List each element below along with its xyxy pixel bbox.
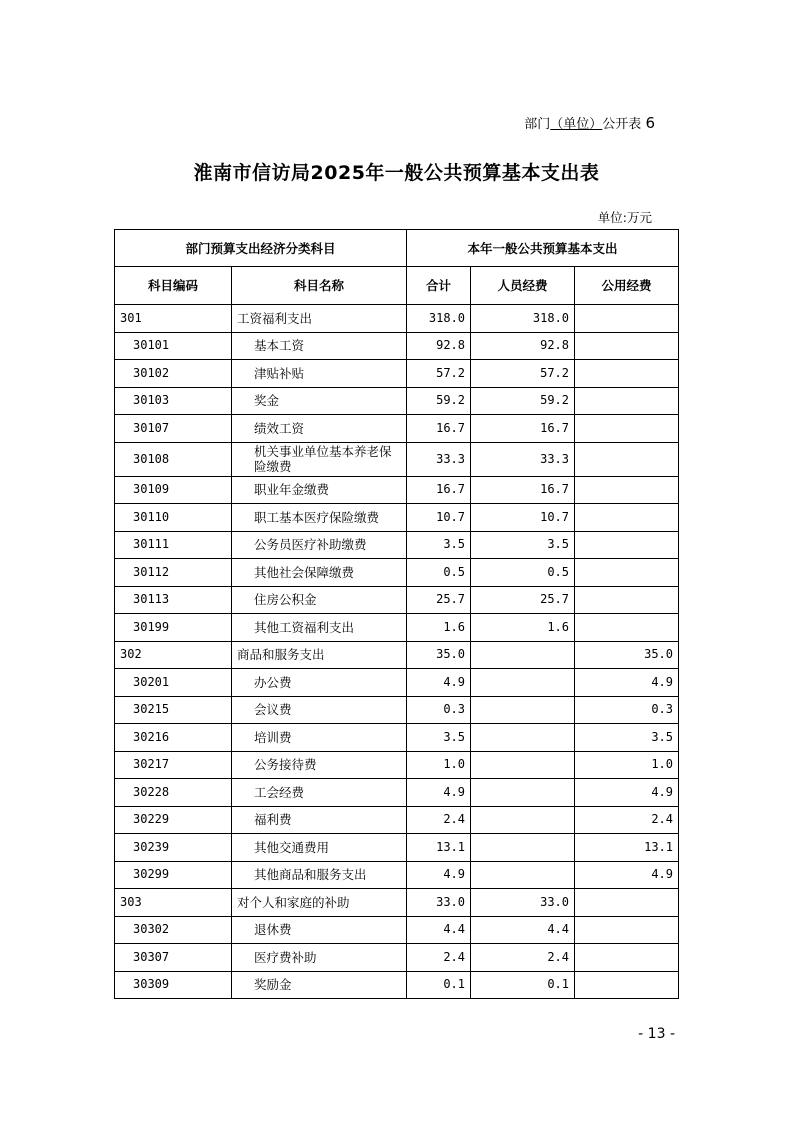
- table-row: [115, 504, 679, 532]
- cell-name: 机关事业单位基本养老保险缴费: [232, 442, 407, 476]
- cell-public: [575, 305, 679, 333]
- cell-total: 4.4: [407, 916, 471, 944]
- cell-total: 1.0: [407, 751, 471, 779]
- column-header-code: 科目编码: [115, 267, 232, 305]
- cell-name: 会议费: [232, 696, 407, 724]
- cell-public: 1.0: [575, 751, 679, 779]
- table-label: [524, 113, 655, 132]
- cell-public: 13.1: [575, 834, 679, 862]
- cell-code: 30101: [115, 332, 232, 360]
- cell-name: 公务接待费: [232, 751, 407, 779]
- cell-code: 30109: [115, 476, 232, 504]
- cell-code: 30201: [115, 669, 232, 697]
- table-row: [115, 916, 679, 944]
- cell-personnel: [471, 641, 575, 669]
- cell-name: 奖励金: [232, 971, 407, 999]
- cell-total: 33.0: [407, 889, 471, 917]
- cell-code: 30299: [115, 861, 232, 889]
- table-row: [115, 669, 679, 697]
- cell-public: [575, 476, 679, 504]
- cell-name: 绩效工资: [232, 415, 407, 443]
- table-row: [115, 614, 679, 642]
- cell-name: 奖金: [232, 387, 407, 415]
- cell-personnel: 1.6: [471, 614, 575, 642]
- table-row: [115, 724, 679, 752]
- cell-name: 职业年金缴费: [232, 476, 407, 504]
- table-row: [115, 861, 679, 889]
- cell-personnel: 57.2: [471, 360, 575, 388]
- cell-personnel: 318.0: [471, 305, 575, 333]
- cell-total: 16.7: [407, 415, 471, 443]
- cell-code: 30215: [115, 696, 232, 724]
- table-row: [115, 806, 679, 834]
- cell-personnel: 16.7: [471, 415, 575, 443]
- cell-personnel: 10.7: [471, 504, 575, 532]
- table-row: [115, 889, 679, 917]
- column-header-total: 合计: [407, 267, 471, 305]
- cell-personnel: [471, 806, 575, 834]
- cell-name: 职工基本医疗保险缴费: [232, 504, 407, 532]
- table-label-suffix: 公开表: [602, 117, 642, 132]
- cell-name: 公务员医疗补助缴费: [232, 531, 407, 559]
- cell-code: 30302: [115, 916, 232, 944]
- cell-public: [575, 504, 679, 532]
- cell-code: 30111: [115, 531, 232, 559]
- table-row: [115, 442, 679, 476]
- table-row: [115, 476, 679, 504]
- cell-total: 0.3: [407, 696, 471, 724]
- cell-personnel: 33.0: [471, 889, 575, 917]
- cell-code: 30102: [115, 360, 232, 388]
- cell-total: 16.7: [407, 476, 471, 504]
- cell-total: 3.5: [407, 531, 471, 559]
- cell-public: 0.3: [575, 696, 679, 724]
- cell-personnel: 3.5: [471, 531, 575, 559]
- cell-total: 4.9: [407, 779, 471, 807]
- cell-name: 培训费: [232, 724, 407, 752]
- cell-personnel: 2.4: [471, 944, 575, 972]
- cell-total: 0.5: [407, 559, 471, 587]
- cell-public: [575, 415, 679, 443]
- cell-name: 津贴补贴: [232, 360, 407, 388]
- cell-total: 35.0: [407, 641, 471, 669]
- cell-personnel: [471, 861, 575, 889]
- table-body: [115, 305, 679, 999]
- cell-public: [575, 559, 679, 587]
- cell-personnel: [471, 696, 575, 724]
- cell-total: 10.7: [407, 504, 471, 532]
- unit-label: 单位:万元: [597, 210, 652, 225]
- cell-public: 4.9: [575, 861, 679, 889]
- cell-total: 4.9: [407, 861, 471, 889]
- cell-code: 30307: [115, 944, 232, 972]
- cell-code: 30112: [115, 559, 232, 587]
- table-row: [115, 586, 679, 614]
- cell-code: 30217: [115, 751, 232, 779]
- table-row: [115, 971, 679, 999]
- cell-code: 30216: [115, 724, 232, 752]
- table-label-prefix: 部门: [524, 117, 551, 132]
- cell-code: 30228: [115, 779, 232, 807]
- cell-code: 30108: [115, 442, 232, 476]
- table-row: [115, 305, 679, 333]
- cell-public: [575, 442, 679, 476]
- cell-public: [575, 916, 679, 944]
- cell-code: 30103: [115, 387, 232, 415]
- cell-name: 其他交通费用: [232, 834, 407, 862]
- cell-personnel: [471, 669, 575, 697]
- cell-total: 13.1: [407, 834, 471, 862]
- cell-code: 30107: [115, 415, 232, 443]
- table-row: [115, 944, 679, 972]
- cell-total: 1.6: [407, 614, 471, 642]
- table-column-header-row: [115, 267, 679, 305]
- cell-code: 30110: [115, 504, 232, 532]
- column-header-public: 公用经费: [575, 267, 679, 305]
- cell-name: 退休费: [232, 916, 407, 944]
- cell-public: [575, 531, 679, 559]
- cell-total: 0.1: [407, 971, 471, 999]
- column-header-personnel: 人员经费: [471, 267, 575, 305]
- cell-name: 医疗费补助: [232, 944, 407, 972]
- cell-public: [575, 332, 679, 360]
- column-header-name: 科目名称: [232, 267, 407, 305]
- table-row: [115, 779, 679, 807]
- cell-public: 35.0: [575, 641, 679, 669]
- group-header-basic-expenditure: 本年一般公共预算基本支出: [407, 230, 679, 267]
- cell-public: 4.9: [575, 669, 679, 697]
- cell-total: 318.0: [407, 305, 471, 333]
- cell-public: [575, 387, 679, 415]
- cell-personnel: 92.8: [471, 332, 575, 360]
- cell-code: 301: [115, 305, 232, 333]
- page-number: - 13 -: [638, 1026, 675, 1042]
- cell-name: 工会经费: [232, 779, 407, 807]
- budget-table: [114, 229, 679, 999]
- cell-name: 福利费: [232, 806, 407, 834]
- cell-total: 2.4: [407, 806, 471, 834]
- cell-personnel: 59.2: [471, 387, 575, 415]
- cell-personnel: [471, 834, 575, 862]
- cell-personnel: 4.4: [471, 916, 575, 944]
- cell-public: 2.4: [575, 806, 679, 834]
- cell-code: 302: [115, 641, 232, 669]
- cell-total: 57.2: [407, 360, 471, 388]
- cell-personnel: 33.3: [471, 442, 575, 476]
- cell-public: 3.5: [575, 724, 679, 752]
- table-row: [115, 415, 679, 443]
- cell-public: 4.9: [575, 779, 679, 807]
- page-title: 淮南市信访局2025年一般公共预算基本支出表: [193, 162, 600, 184]
- cell-public: [575, 971, 679, 999]
- cell-public: [575, 586, 679, 614]
- cell-code: 30239: [115, 834, 232, 862]
- cell-personnel: [471, 724, 575, 752]
- cell-total: 4.9: [407, 669, 471, 697]
- cell-code: 30199: [115, 614, 232, 642]
- cell-total: 25.7: [407, 586, 471, 614]
- cell-total: 92.8: [407, 332, 471, 360]
- cell-personnel: [471, 779, 575, 807]
- cell-code: 303: [115, 889, 232, 917]
- cell-name: 对个人和家庭的补助: [232, 889, 407, 917]
- cell-total: 2.4: [407, 944, 471, 972]
- cell-total: 33.3: [407, 442, 471, 476]
- group-header-classification: 部门预算支出经济分类科目: [115, 230, 407, 267]
- table-group-header-row: [115, 230, 679, 267]
- cell-public: [575, 360, 679, 388]
- table-row: [115, 559, 679, 587]
- cell-code: 30309: [115, 971, 232, 999]
- cell-personnel: 16.7: [471, 476, 575, 504]
- table-row: [115, 696, 679, 724]
- cell-name: 住房公积金: [232, 586, 407, 614]
- cell-code: 30113: [115, 586, 232, 614]
- cell-public: [575, 889, 679, 917]
- cell-name: 其他社会保障缴费: [232, 559, 407, 587]
- table-row: [115, 834, 679, 862]
- cell-public: [575, 944, 679, 972]
- table-row: [115, 641, 679, 669]
- table-row: [115, 531, 679, 559]
- cell-personnel: 25.7: [471, 586, 575, 614]
- table-row: [115, 332, 679, 360]
- table-label-number: 6: [645, 114, 655, 132]
- table-row: [115, 360, 679, 388]
- cell-name: 办公费: [232, 669, 407, 697]
- cell-public: [575, 614, 679, 642]
- cell-total: 3.5: [407, 724, 471, 752]
- cell-name: 基本工资: [232, 332, 407, 360]
- cell-personnel: 0.1: [471, 971, 575, 999]
- table-row: [115, 387, 679, 415]
- cell-personnel: 0.5: [471, 559, 575, 587]
- table-row: [115, 751, 679, 779]
- cell-code: 30229: [115, 806, 232, 834]
- cell-total: 59.2: [407, 387, 471, 415]
- cell-name: 商品和服务支出: [232, 641, 407, 669]
- cell-name: 工资福利支出: [232, 305, 407, 333]
- cell-personnel: [471, 751, 575, 779]
- cell-name: 其他工资福利支出: [232, 614, 407, 642]
- table-label-unit: （单位）: [550, 117, 603, 132]
- cell-name: 其他商品和服务支出: [232, 861, 407, 889]
